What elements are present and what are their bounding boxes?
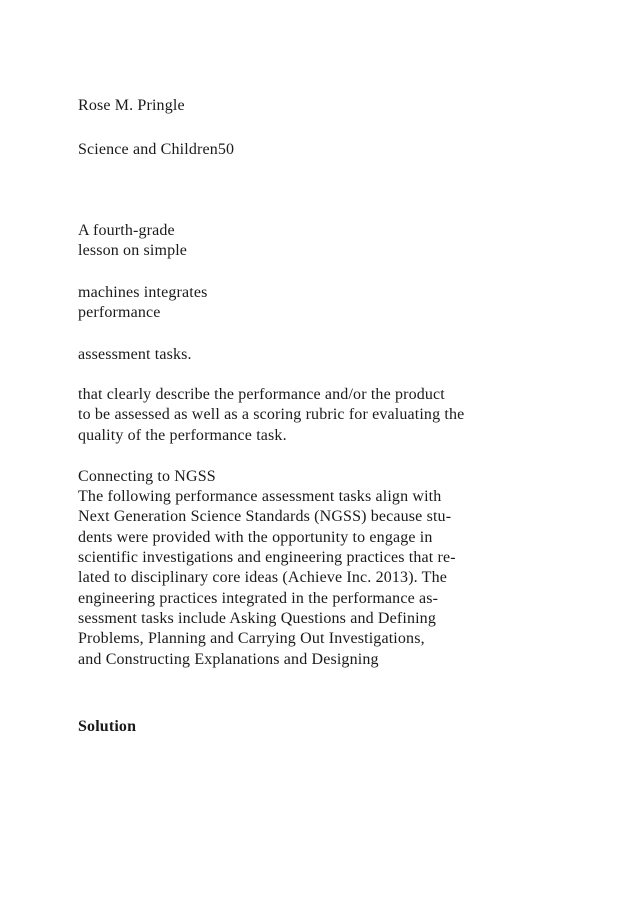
section-text-line: The following performance assessment tasks align with [78,488,442,505]
section-text-line: and Constructing Explanations and Designing [78,651,379,668]
section-text-line: Problems, Planning and Carrying Out Investigations, [78,630,425,647]
body-text-line: to be assessed as well as a scoring rubric for evaluating the [78,406,465,423]
section-text-line: lated to disciplinary core ideas (Achieve Inc. 2013). The [78,569,448,586]
section-text-line: dents were provided with the opportunity to engage in [78,529,433,546]
pull-quote-line: assessment tasks. [78,346,192,363]
section-text-line: Next Generation Science Standards (NGSS) because stu- [78,508,452,525]
pull-quote-line: performance [78,304,161,321]
pull-quote-line: machines integrates [78,284,208,301]
section-text-line: sessment tasks include Asking Questions and Defining [78,610,436,627]
author-name: Rose M. Pringle [78,97,185,114]
section-text-line: scientific investigations and engineering practices that re- [78,549,456,566]
body-text-line: quality of the performance task. [78,427,287,444]
pull-quote-line: A fourth-grade [78,222,175,239]
solution-heading: Solution [78,718,137,735]
section-text-line: engineering practices integrated in the performance as- [78,590,439,607]
source-line: Science and Children50 [78,141,235,158]
body-text-line: that clearly describe the performance and/or the product [78,386,445,403]
pull-quote-line: lesson on simple [78,242,188,259]
section-heading: Connecting to NGSS [78,468,216,485]
